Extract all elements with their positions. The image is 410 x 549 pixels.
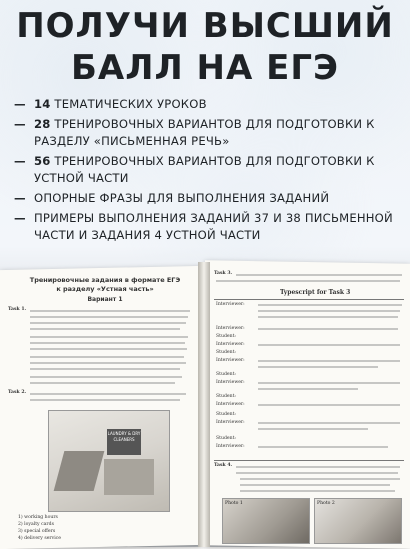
speaker-label: Interviewer: (216, 358, 245, 363)
feature-number: 56 (34, 154, 51, 168)
feature-text: ТРЕНИРОВОЧНЫХ ВАРИАНТОВ ДЛЯ ПОДГОТОВКИ К РАЗДЕЛУ «ПИСЬМЕННАЯ РЕЧЬ» (34, 117, 375, 148)
text-line (236, 472, 398, 474)
right-task3-label: Task 3. (214, 271, 233, 276)
text-line (30, 310, 190, 312)
transcript-title: Typescript for Task 3 (280, 289, 351, 296)
text-line (258, 404, 400, 406)
text-line (258, 344, 400, 346)
left-page-variant: Вариант 1 (87, 296, 123, 303)
text-line (30, 336, 188, 338)
left-task2-label: Task 2. (8, 390, 27, 395)
feature-number: 28 (34, 117, 51, 131)
building-shape (54, 451, 105, 491)
text-line (258, 366, 378, 368)
feature-text: ТЕМАТИЧЕСКИХ УРОКОВ (50, 97, 207, 111)
photo-2 (314, 498, 402, 544)
option-item: 2) loyalty cards (18, 522, 54, 527)
text-line (216, 280, 400, 282)
feature-text: ТРЕНИРОВОЧНЫХ ВАРИАНТОВ ДЛЯ ПОДГОТОВКИ К УСТНОЙ ЧАСТИ (34, 154, 375, 185)
speaker-label: Interviewer: (216, 302, 245, 307)
text-line (30, 356, 184, 358)
feature-text: ПРИМЕРЫ ВЫПОЛНЕНИЯ ЗАДАНИЙ 37 И 38 ПИСЬМЕННОЙ ЧАСТИ И ЗАДАНИЯ 4 УСТНОЙ ЧАСТИ (34, 211, 393, 242)
text-line (258, 316, 398, 318)
text-line (30, 362, 186, 364)
text-line (240, 490, 395, 492)
text-line (258, 428, 368, 430)
text-line (30, 393, 186, 395)
speaker-label: Interviewer: (216, 402, 245, 407)
text-line (30, 322, 186, 324)
text-line (258, 422, 400, 424)
text-line (236, 274, 402, 276)
heading-line-1: ПОЛУЧИ ВЫСШИЙ (16, 6, 394, 46)
text-line (258, 304, 402, 306)
speaker-label: Interviewer: (216, 420, 245, 425)
speaker-label: Student: (216, 394, 236, 399)
left-page-subheading: к разделу «Устная часть» (56, 285, 154, 293)
text-line (258, 360, 400, 362)
text-line (258, 382, 400, 384)
option-item: 3) special offers (18, 529, 56, 534)
speaker-label: Student: (216, 412, 236, 417)
option-item: 1) working hours (18, 515, 58, 520)
photo-label: Photo 2 (317, 501, 335, 506)
speaker-label: Student: (216, 436, 236, 441)
text-line (240, 478, 400, 480)
text-line (258, 310, 400, 312)
feature-item (14, 210, 406, 244)
speaker-label: Interviewer: (216, 444, 245, 449)
dash-bullet: — (14, 191, 26, 205)
feature-list (14, 96, 406, 247)
speaker-label: Interviewer: (216, 342, 245, 347)
speaker-label: Interviewer: (216, 380, 245, 385)
text-line (240, 484, 390, 486)
feature-item (14, 190, 406, 207)
speaker-label: Student: (216, 334, 236, 339)
right-task4-label: Task 4. (214, 463, 233, 468)
text-line (30, 328, 180, 330)
feature-number: 14 (34, 97, 51, 111)
speaker-label: Student: (216, 350, 236, 355)
left-task1-label: Task 1. (8, 307, 27, 312)
laundry-illustration (48, 410, 170, 512)
text-line (258, 446, 388, 448)
dash-bullet: — (14, 117, 26, 131)
speaker-label: Student: (216, 372, 236, 377)
text-line (30, 342, 185, 344)
text-line (30, 368, 180, 370)
text-line (30, 382, 175, 384)
feature-text: ОПОРНЫЕ ФРАЗЫ ДЛЯ ВЫПОЛНЕНИЯ ЗАДАНИЙ (34, 191, 330, 205)
text-line (30, 399, 180, 401)
text-line (258, 388, 358, 390)
dash-bullet: — (14, 97, 26, 111)
building-shape (104, 459, 154, 495)
option-item: 4) delivery service (18, 536, 61, 541)
dash-bullet: — (14, 211, 26, 225)
text-line (258, 328, 398, 330)
feature-item (14, 153, 406, 187)
text-line (30, 316, 188, 318)
speaker-label: Interviewer: (216, 326, 245, 331)
photo-label: Photo 1 (225, 501, 243, 506)
book-spine (198, 262, 210, 547)
photo-1 (222, 498, 310, 544)
text-line (30, 376, 182, 378)
feature-item (14, 116, 406, 150)
text-line (30, 348, 187, 350)
heading-line-2: БАЛЛ НА ЕГЭ (71, 48, 339, 88)
dash-bullet: — (14, 154, 26, 168)
left-page-heading: Тренировочные задания в формате ЕГЭ (29, 276, 181, 284)
laundry-sign: LAUNDRY & DRY CLEANERS (107, 429, 141, 455)
feature-item (14, 96, 406, 113)
text-line (236, 466, 400, 468)
